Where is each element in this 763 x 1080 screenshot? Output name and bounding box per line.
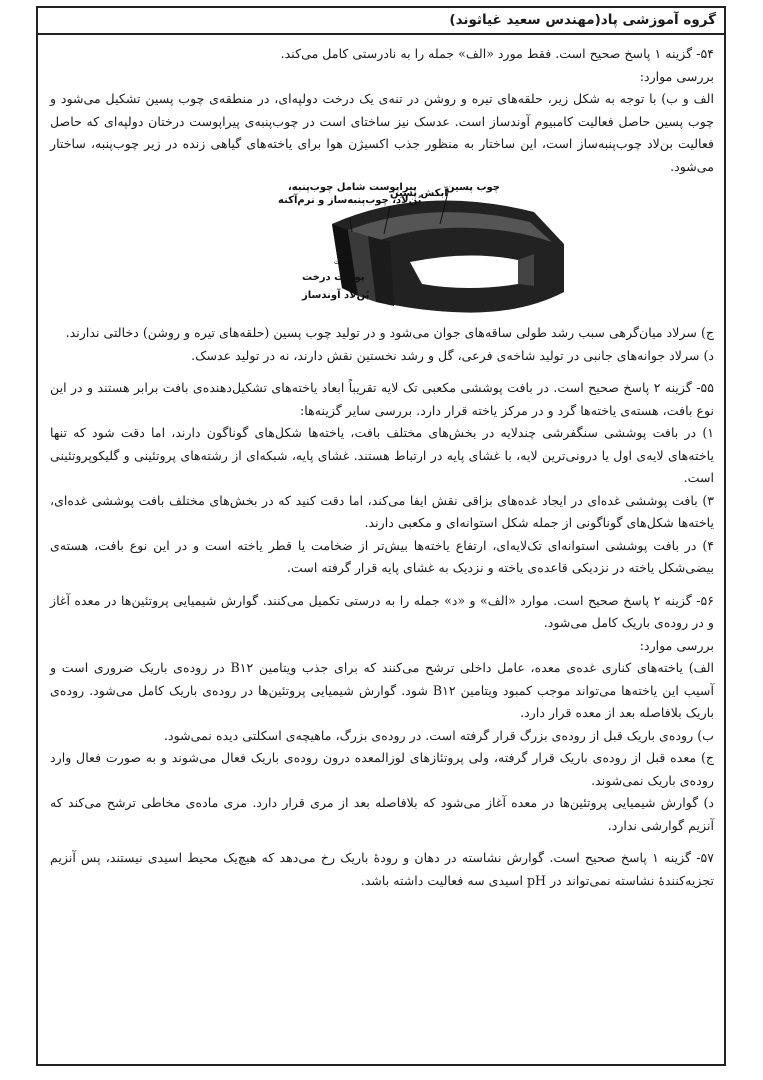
question-56	[50, 590, 714, 838]
vitamin-b12-label-2: B۱۲	[432, 682, 456, 698]
label-secondary-phloem: آبکش پسین	[390, 188, 448, 199]
q56-alef	[50, 657, 714, 725]
page-header	[38, 8, 724, 35]
q56-review: بررسی موارد:	[639, 637, 714, 653]
q56-alef-part1: الف) یاخته‌های کناری غده‌ی معده، عامل داخلی ترشح می‌کنند که برای جذب ویتامین	[259, 660, 714, 675]
label-periderm-line2: بُن‌لاد، چوب‌پنبه‌ساز و نرم‌آکنه	[278, 195, 422, 206]
question-55	[50, 377, 714, 580]
q55-option-3: ۳) بافت پوششی غده‌ای در ایجاد غده‌های بزاقی نقش ایفا می‌کند، اما دقت کنید که در بخش‌های مختلف بافت پوششی غده‌ای، یاخته‌ها شکل‌های گوناگونی از جمله شکل استوانه‌ای و مکعبی دارند.	[50, 492, 714, 530]
stem-figure-wrap	[50, 180, 714, 320]
answer-content	[38, 35, 724, 892]
label-bark: پوست درخت	[302, 272, 365, 283]
label-vascular-cambium: بُن‌لاد آوندساز	[302, 290, 370, 301]
q56-be: ب) روده‌ی باریک قبل از روده‌ی بزرگ قرار گرفته است. در روده‌ی بزرگ، ماهیچه‌ی اسکلتی دیده نمی‌شود.	[163, 727, 714, 743]
page-frame	[36, 6, 726, 1066]
q56-intro: ۵۶- گزینه ۲ پاسخ صحیح است. موارد «الف» و «د» جمله را به درستی تکمیل می‌کنند. گوارش شیمیایی پروتئین‌ها در معده آغاز و در روده‌ی باریک کامل می‌شود.	[50, 592, 714, 630]
stem-cross-section-figure	[272, 184, 572, 320]
question-54	[50, 43, 714, 367]
q57-text-part2: اسیدی سه فعالیت داشته باشد.	[360, 872, 523, 888]
q56-alef-part3: شود. گوارش شیمیایی پروتئین‌ها در روده‌ی باریک کامل می‌شود. روده‌ی باریک بلافاصله بعد از معده قرار دارد.	[50, 682, 714, 720]
q57-text	[50, 847, 714, 892]
q54-intro: ۵۴- گزینه ۱ پاسخ صحیح است. فقط مورد «الف» جمله را به نادرستی کامل می‌کند.	[280, 46, 714, 61]
ph-label: pH	[527, 872, 547, 888]
q54-review: بررسی موارد:	[639, 68, 714, 84]
vitamin-b12-label: B۱۲	[230, 660, 254, 675]
label-periderm-line1: پیراپوست شامل چوب‌پنبه،	[288, 182, 417, 193]
q56-dal: د) گوارش شیمیایی پروتئین‌ها در معده آغاز می‌شود که بلافاصله بعد از مری قرار دارد. مری ماده‌ی مخاطی ترشح می‌کند که آنزیم گوارشی ندارد.	[50, 795, 714, 833]
q54-alef-be: الف و ب) با توجه به شکل زیر، حلقه‌های تیره و روشن در تنه‌ی یک درخت دولپه‌ای، در منطقه‌ی چوب پسین تشکیل می‌شود و چوب پسین حاصل فعالیت کامبیوم آوندساز است. عدسک نیز ساختای است در چوب‌پنبه‌ی پیراپوست درختان دولپه‌ای که حاصل فعالیت بن‌لاد چوب‌پنبه‌ساز است، این ساختار به منظور جذب اکسیژن هوا برای یاخته‌های گیاهی زنده در زیر چوب‌پنبه، ساختار می‌شود.	[50, 91, 714, 174]
header-title: گروه آموزشی پاد(مهندس سعید غیاثوند)	[449, 12, 716, 28]
q57-text-part1: ۵۷- گزینه ۱ پاسخ صحیح است. گوارش نشاسته در دهان و روده‌ٔ باریک رخ می‌دهد که هیچ‌یک محیط اسیدی نیستند، پس آنزیم تجزیه‌کننده‌ٔ نشاسته نمی‌تواند در	[50, 850, 714, 888]
question-57	[50, 847, 714, 892]
q55-option-4: ۴) در بافت پوششی استوانه‌ای تک‌لایه‌ای، ارتفاع یاخته‌ها بیش‌تر از ضخامت یا قطر یاخته است و در این نوع بافت، هسته‌ی بیضی‌شکل یاخته در نزدیکی قاعده‌ی یاخته و نزدیک به غشای پایه قرار گرفته است.	[50, 537, 714, 575]
label-secondary-xylem: چوب پسین	[446, 182, 501, 193]
label-small: پوست	[334, 258, 353, 266]
q55-option-1: ۱) در بافت پوششی سنگفرشی چندلایه در بخش‌های مختلف بافت، یاخته‌ها شکل‌های گوناگون دارند، اما دقت شود که تنها یاخته‌های لایه‌ی اول یا درونی‌ترین لایه، با غشای پایه در ارتباط هستند. غشای پایه، شبکه‌ای از رشته‌های پروتئینی و گلیکوپروتئینی است.	[50, 425, 714, 485]
q56-jim: ج) معده قبل از روده‌ی باریک قرار گرفته، ولی پروتئازهای لوزالمعده درون روده‌ی باریک فعال می‌شوند و به صورت فعال وارد روده‌ی باریک نمی‌شوند.	[50, 750, 714, 788]
q54-dal: د) سرلاد جوانه‌های جانبی در تولید شاخه‌ی فرعی، گل و رشد نخستین نقش دارند، نه در تولید عدسک.	[191, 347, 714, 363]
q54-jim: ج) سرلاد میان‌گرهی سبب رشد طولی ساقه‌های جوان می‌شود و در تولید چوب پسین (حلقه‌های تیره و روشن) دخالتی ندارند.	[65, 325, 714, 340]
q56-alef-part2: در روده‌ی باریک ضروری است و آسیب این یاخته‌ها می‌تواند موجب کمبود ویتامین	[50, 660, 714, 698]
q55-intro: ۵۵- گزینه ۲ پاسخ صحیح است. در بافت پوششی مکعبی تک لایه تقریباً ابعاد یاخته‌های تشکیل‌دهنده‌ی بافت برابر هستند و در این نوع بافت، هسته‌ی یاخته‌ها گرد و در مرکز یاخته قرار دارد. بررسی سایر گزینه‌ها:	[50, 380, 715, 418]
